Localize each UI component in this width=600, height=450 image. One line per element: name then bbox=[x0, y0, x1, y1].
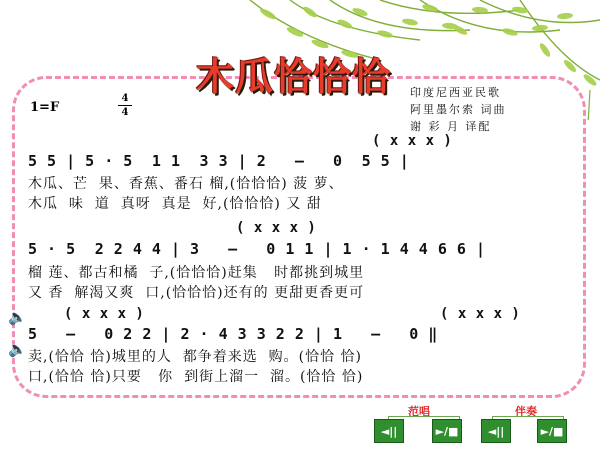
shout-marks: ( x x x ) bbox=[64, 306, 145, 322]
time-signature bbox=[118, 93, 132, 118]
song-credits bbox=[410, 84, 507, 135]
credit-translator: 谢 彩 月 译配 bbox=[410, 120, 492, 133]
credit-origin: 印度尼西亚民歌 bbox=[410, 86, 501, 99]
sing-play-button[interactable]: ◄|| bbox=[374, 419, 404, 443]
key-signature: 1=F bbox=[30, 100, 60, 115]
meter-top: 4 bbox=[121, 93, 129, 104]
lyric-line: 木瓜 味 道 真呀 真是 好,(恰恰恰) 又 甜 bbox=[28, 196, 322, 212]
shout-marks: ( x x x ) bbox=[440, 306, 521, 322]
lyric-line: 又 香 解渴又爽 口,(恰恰恰)还有的 更甜更香更可 bbox=[28, 285, 365, 301]
sing-stop-button[interactable]: ►/■ bbox=[432, 419, 462, 443]
notation-line: 5 – 0 2 2 | 2 · 4 3 3 2 2 | 1 – 0 ‖ bbox=[28, 325, 438, 343]
meter-bottom: 4 bbox=[121, 107, 129, 118]
notation-line: 5 5 | 5 · 5 1 1 3 3 | 2 – 0 5 5 | bbox=[28, 152, 410, 170]
notation-line: 5 · 5 2 2 4 4 | 3 – 0 1 1 | 1 · 1 4 4 6 6 | bbox=[28, 240, 486, 258]
shout-marks: ( x x x ) bbox=[372, 133, 453, 149]
accompaniment-stop-button[interactable]: ►/■ bbox=[537, 419, 567, 443]
lyric-line: 口,(恰恰 恰)只要 你 到街上溜一 溜。(恰恰 恰) bbox=[28, 369, 364, 385]
speaker-icon[interactable]: 🔈 bbox=[8, 308, 27, 326]
sing-label: 范唱 bbox=[408, 405, 430, 418]
speaker-icon[interactable]: 🔈 bbox=[8, 340, 27, 358]
meter-divider bbox=[118, 105, 132, 106]
accompaniment-label: 伴奏 bbox=[515, 405, 537, 418]
accompaniment-play-button[interactable]: ◄|| bbox=[481, 419, 511, 443]
shout-marks: ( x x x ) bbox=[236, 220, 317, 236]
lyric-line: 木瓜、芒 果、香蕉、番石 榴,(恰恰恰) 菠 萝、 bbox=[28, 176, 344, 192]
song-title: 木瓜恰恰恰 bbox=[196, 54, 392, 99]
credit-author: 阿里墨尔索 词曲 bbox=[410, 103, 507, 116]
lyric-line: 卖,(恰恰 恰)城里的人 都争着来选 购。(恰恰 恰) bbox=[28, 349, 362, 365]
lyric-line: 榴 莲、都古和橘 子,(恰恰恰)赶集 时都挑到城里 bbox=[28, 265, 365, 281]
